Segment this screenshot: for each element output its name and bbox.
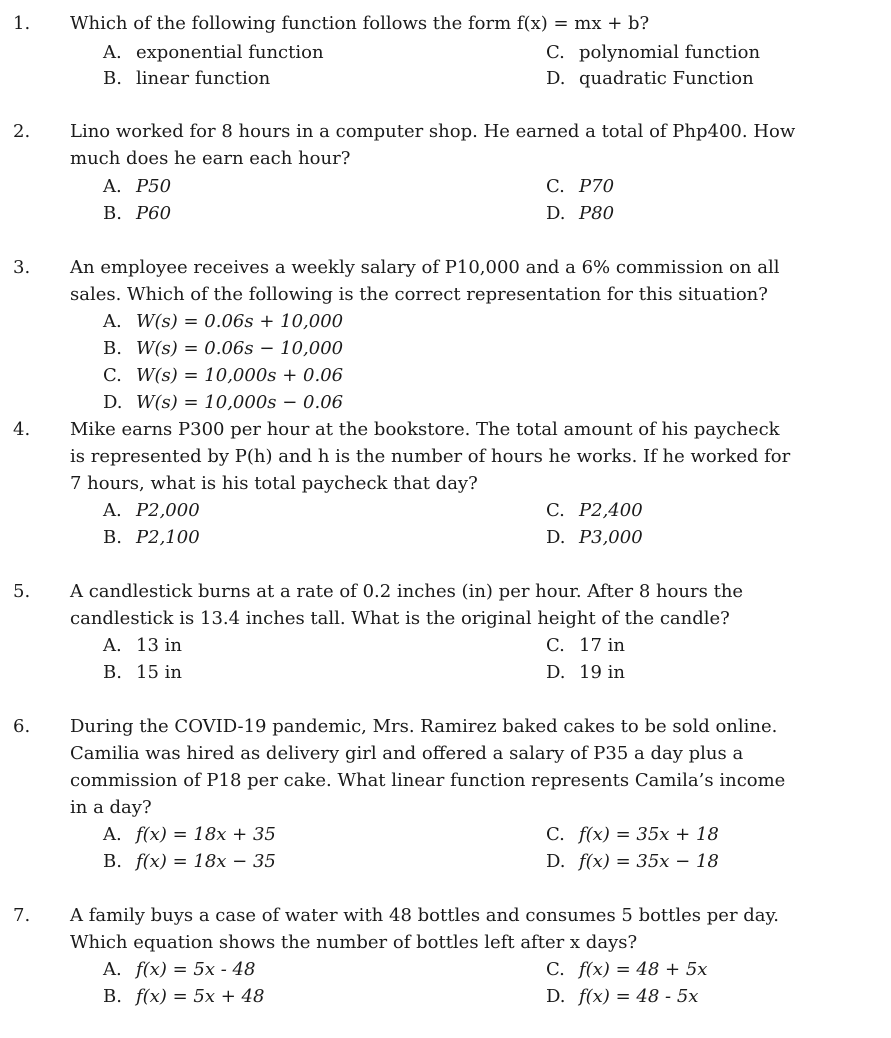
option-b[interactable] xyxy=(103,201,171,228)
question-number: 1. xyxy=(13,13,31,34)
option-text: polynomial function xyxy=(579,42,761,63)
option-a[interactable] xyxy=(103,40,324,67)
option-label: D. xyxy=(546,851,566,872)
option-a[interactable] xyxy=(103,309,343,336)
option-label: D. xyxy=(546,527,566,548)
option-text: linear function xyxy=(136,68,271,89)
option-text: P60 xyxy=(136,203,172,224)
question-number: 2. xyxy=(13,121,31,142)
option-d[interactable] xyxy=(546,66,754,93)
option-b[interactable] xyxy=(103,336,343,363)
option-text: f(x) = 18x − 35 xyxy=(136,851,276,872)
option-c[interactable] xyxy=(546,633,625,660)
option-d[interactable] xyxy=(546,201,614,228)
option-label: D. xyxy=(546,662,566,683)
option-label: A. xyxy=(103,176,122,197)
option-c[interactable] xyxy=(546,957,707,984)
option-text: f(x) = 5x - 48 xyxy=(136,959,256,980)
option-c[interactable] xyxy=(103,363,343,390)
question-stem-line: A candlestick burns at a rate of 0.2 inches (in) per hour. After 8 hours the xyxy=(70,581,744,602)
option-text: f(x) = 18x + 35 xyxy=(136,824,276,845)
question-stem-line: 7 hours, what is his total paycheck that day? xyxy=(70,473,478,494)
question-number: 5. xyxy=(13,581,31,602)
question-number: 6. xyxy=(13,716,31,737)
question-stem-line: A family buys a case of water with 48 bottles and consumes 5 bottles per day. xyxy=(70,905,780,926)
option-d[interactable] xyxy=(546,660,625,687)
option-a[interactable] xyxy=(103,174,171,201)
option-text: P2,000 xyxy=(136,500,200,521)
option-label: C. xyxy=(546,176,565,197)
question-stem-line: much does he earn each hour? xyxy=(70,148,351,169)
option-text: W(s) = 0.06s + 10,000 xyxy=(136,311,344,332)
option-label: C. xyxy=(546,42,565,63)
option-label: D. xyxy=(546,203,566,224)
option-d[interactable] xyxy=(546,984,698,1011)
option-a[interactable] xyxy=(103,957,255,984)
option-label: C. xyxy=(546,500,565,521)
option-a[interactable] xyxy=(103,498,200,525)
option-text: 19 in xyxy=(579,662,625,683)
option-text: W(s) = 0.06s − 10,000 xyxy=(136,338,344,359)
option-text: exponential function xyxy=(136,42,324,63)
question-stem-line: candlestick is 13.4 inches tall. What is the original height of the candle? xyxy=(70,608,730,629)
question-number: 4. xyxy=(13,419,31,440)
option-d[interactable] xyxy=(546,525,643,552)
option-text: P2,400 xyxy=(579,500,643,521)
option-text: 17 in xyxy=(579,635,625,656)
option-label: A. xyxy=(103,42,122,63)
option-text: f(x) = 35x − 18 xyxy=(579,851,719,872)
option-text: f(x) = 48 + 5x xyxy=(579,959,708,980)
option-text: P80 xyxy=(579,203,615,224)
option-text: P50 xyxy=(136,176,172,197)
question-stem-line: sales. Which of the following is the correct representation for this situation? xyxy=(70,284,768,305)
option-label: A. xyxy=(103,500,122,521)
option-label: B. xyxy=(103,68,122,89)
option-text: P3,000 xyxy=(579,527,643,548)
option-label: A. xyxy=(103,959,122,980)
option-text: W(s) = 10,000s + 0.06 xyxy=(136,365,344,386)
question-stem-line: is represented by P(h) and h is the number of hours he works. If he worked for xyxy=(70,446,791,467)
option-b[interactable] xyxy=(103,525,200,552)
option-b[interactable] xyxy=(103,984,264,1011)
option-text: 13 in xyxy=(136,635,182,656)
option-text: 15 in xyxy=(136,662,182,683)
option-label: B. xyxy=(103,527,122,548)
option-c[interactable] xyxy=(546,174,614,201)
option-text: f(x) = 5x + 48 xyxy=(136,986,265,1007)
option-text: W(s) = 10,000s − 0.06 xyxy=(136,392,344,413)
option-label: B. xyxy=(103,986,122,1007)
option-label: C. xyxy=(103,365,122,386)
option-label: B. xyxy=(103,203,122,224)
question-stem-line: Lino worked for 8 hours in a computer shop. He earned a total of Php400. How xyxy=(70,121,796,142)
option-text: f(x) = 48 - 5x xyxy=(579,986,699,1007)
option-c[interactable] xyxy=(546,40,760,67)
option-text: quadratic Function xyxy=(579,68,754,89)
question-number: 3. xyxy=(13,257,31,278)
option-label: B. xyxy=(103,851,122,872)
option-a[interactable] xyxy=(103,633,182,660)
option-text: P2,100 xyxy=(136,527,200,548)
option-b[interactable] xyxy=(103,66,270,93)
question-stem-line: commission of P18 per cake. What linear function represents Camila’s income xyxy=(70,770,786,791)
option-label: D. xyxy=(546,68,566,89)
option-label: C. xyxy=(546,635,565,656)
option-d[interactable] xyxy=(546,849,719,876)
question-stem-line: Which of the following function follows the form f(x) = mx + b? xyxy=(70,13,650,34)
option-text: f(x) = 35x + 18 xyxy=(579,824,719,845)
option-label: B. xyxy=(103,662,122,683)
option-label: D. xyxy=(103,392,123,413)
option-b[interactable] xyxy=(103,849,276,876)
option-text: P70 xyxy=(579,176,615,197)
question-stem-line: Camilia was hired as delivery girl and offered a salary of P35 a day plus a xyxy=(70,743,744,764)
question-number: 7. xyxy=(13,905,31,926)
option-b[interactable] xyxy=(103,660,182,687)
question-stem-line: Which equation shows the number of bottles left after x days? xyxy=(70,932,638,953)
option-label: C. xyxy=(546,959,565,980)
option-label: C. xyxy=(546,824,565,845)
option-label: D. xyxy=(546,986,566,1007)
option-label: A. xyxy=(103,635,122,656)
option-a[interactable] xyxy=(103,822,276,849)
option-label: B. xyxy=(103,338,122,359)
question-stem-line: During the COVID-19 pandemic, Mrs. Ramirez baked cakes to be sold online. xyxy=(70,716,778,737)
option-label: A. xyxy=(103,311,122,332)
question-stem-line: An employee receives a weekly salary of P10,000 and a 6% commission on all xyxy=(70,257,780,278)
option-label: A. xyxy=(103,824,122,845)
option-c[interactable] xyxy=(546,822,719,849)
option-c[interactable] xyxy=(546,498,643,525)
question-stem-line: in a day? xyxy=(70,797,152,818)
option-d[interactable] xyxy=(103,390,343,417)
question-stem-line: Mike earns P300 per hour at the bookstore. The total amount of his paycheck xyxy=(70,419,780,440)
